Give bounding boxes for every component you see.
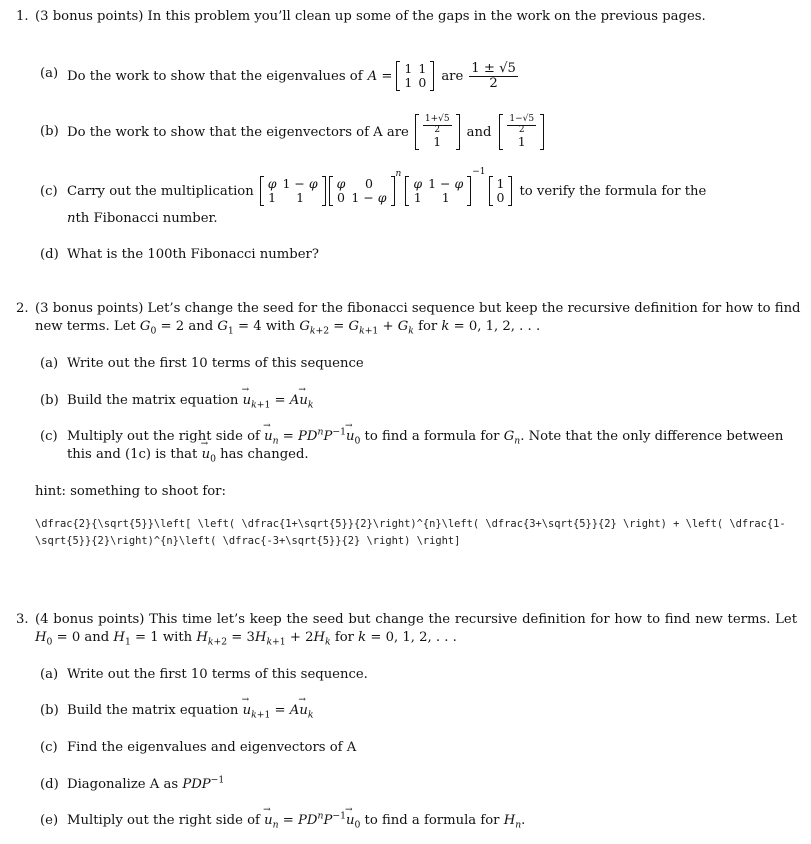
p2c-row1: Multiply out the right side of $u \to_n = PD^nP^{-1}u \to_0$ to find a formula for $G_n$. Note that the only difference between <box>67 429 783 444</box>
p3-line2: $H_0 = 0$ and $H_1 = 1$ with $H_{k+2} = 3H_{k+1} + 2H_k$ for k = 0, 1, 2, . . . <box>35 630 457 648</box>
p3c-text: Find the eigenvalues and eigenvectors of A <box>67 740 357 755</box>
p3a-text: Write out the first 10 terms of this sequence. <box>67 667 368 682</box>
p1a-row <box>67 56 518 96</box>
p1a-frac-den: 2 <box>489 75 498 91</box>
p1c-after: to verify the formula for the <box>519 183 707 199</box>
p1b-and: and <box>466 124 492 140</box>
p2b-text: Build the matrix equation <box>67 393 239 408</box>
p1-number: 1. <box>16 9 29 24</box>
p1c-matrix-Pinv: φ 1 − φ 1 1 <box>405 177 471 205</box>
p1c-row: Carry out the multiplication φ 1 − φ 1 1 φ 0 0 1 − φ n φ 1 − φ 1 1 −1 1 0 to verify the formula for the <box>67 167 707 205</box>
p3b-text: Build the matrix equation <box>67 703 239 718</box>
p1b-eigvec-2: $\frac{1-√5}{2}$ 1 <box>499 115 544 149</box>
p1b-label: (b) <box>40 124 59 139</box>
p2b-label: (b) <box>40 393 59 408</box>
p2-hint-code-1: \dfrac{2}{\sqrt{5}}\left[ \left( \dfrac{1+\sqrt{5}}{2}\right)^{n}\left( \dfrac{3+\sqrt{5}}{2} \right) + \left( \dfrac{1- <box>35 518 786 530</box>
p3d-text: Diagonalize A as <box>67 777 179 792</box>
p2a-text: Write out the first 10 terms of this sequence <box>67 356 364 371</box>
p3a-label: (a) <box>40 667 59 682</box>
p1a-eigen-fraction <box>469 62 518 91</box>
p2-hint-code-2: \sqrt{5}}{2}\right)^{n}\left( \dfrac{-3+\sqrt{5}}{2} \right) \right] <box>35 535 461 547</box>
p1a-text: Do the work to show that the eigenvalues of <box>67 68 363 84</box>
p2c-text2: to find a formula for <box>364 429 500 444</box>
p3-line1: (4 bonus points) This time let’s keep the seed but change the recursive definition for how to find new terms. Let <box>35 612 797 627</box>
p3e-text1: Multiply out the right side of <box>67 813 260 828</box>
p1-intro: (3 bonus points) In this problem you’ll clean up some of the gaps in the work on the previous pages. <box>35 9 706 24</box>
p3c-label: (c) <box>40 740 58 755</box>
p1d-label: (d) <box>40 247 59 262</box>
p1c-matrix-D: φ 0 0 1 − φ <box>329 177 395 205</box>
p1b-eigvec-1: $\frac{1+√5}{2}$ 1 <box>415 115 460 149</box>
p1b-row <box>67 112 545 152</box>
p1a-label: (a) <box>40 66 59 81</box>
p2-line1: (3 bonus points) Let’s change the seed for the fibonacci sequence but keep the recursive definition for how to find <box>35 301 801 316</box>
p3b-row: Build the matrix equation $u \to_{k+1} = Au \to_k$ <box>67 703 313 718</box>
p2c-line2a: this and (1c) is that <box>67 447 198 462</box>
p1a-frac-num: 1 ± √5 <box>471 60 516 76</box>
p2c-text1: Multiply out the right side of <box>67 429 260 444</box>
p2c-text3: Note that the only difference between <box>528 429 784 444</box>
p2-number: 2. <box>16 301 29 316</box>
p3e-text2: to find a formula for <box>364 813 500 828</box>
p2-hint-label: hint: something to shoot for: <box>35 484 226 499</box>
p2a-label: (a) <box>40 356 59 371</box>
p1c-matrix-P: φ 1 − φ 1 1 <box>260 177 326 205</box>
p1a-matrix-eq: A = <box>367 68 393 84</box>
p1c-line2-text: th Fibonacci number. <box>75 211 218 226</box>
p2b-row: Build the matrix equation $u \to_{k+1} = Au \to_k$ <box>67 393 313 408</box>
p1a-matrix-A: 1 1 1 0 <box>396 62 434 90</box>
p3d-row: Diagonalize A as $PDP^{-1}$ <box>67 774 225 792</box>
p3-number: 3. <box>16 612 29 627</box>
p1a-are: are <box>441 68 464 84</box>
p2-line2: new terms. Let $G_0 = 2$ and $G_1 = 4$ with $G_{k+2} = G_{k+1} + G_k$ for k = 0, 1, 2, . . . <box>35 319 541 337</box>
p3e-label: (e) <box>40 813 59 828</box>
p1c-text: Carry out the multiplication <box>67 183 254 199</box>
p1c-vector-seed: 1 0 <box>489 177 513 205</box>
p2c-row2: this and (1c) is that $u \to_0$ has changed. <box>67 447 309 462</box>
p1c-label: (c) <box>40 184 58 199</box>
p3b-label: (b) <box>40 703 59 718</box>
p2c-label: (c) <box>40 429 58 444</box>
p1c-line2: nth Fibonacci number. <box>67 211 218 226</box>
p3e-row: Multiply out the right side of $u \to_n = PD^nP^{-1}u \to_0$ to find a formula for $H_n$. <box>67 813 525 828</box>
p2c-line2b: has changed. <box>220 447 309 462</box>
p3d-label: (d) <box>40 777 59 792</box>
p1b-text: Do the work to show that the eigenvectors of A are <box>67 124 409 140</box>
p1d-text: What is the 100th Fibonacci number? <box>67 247 319 262</box>
